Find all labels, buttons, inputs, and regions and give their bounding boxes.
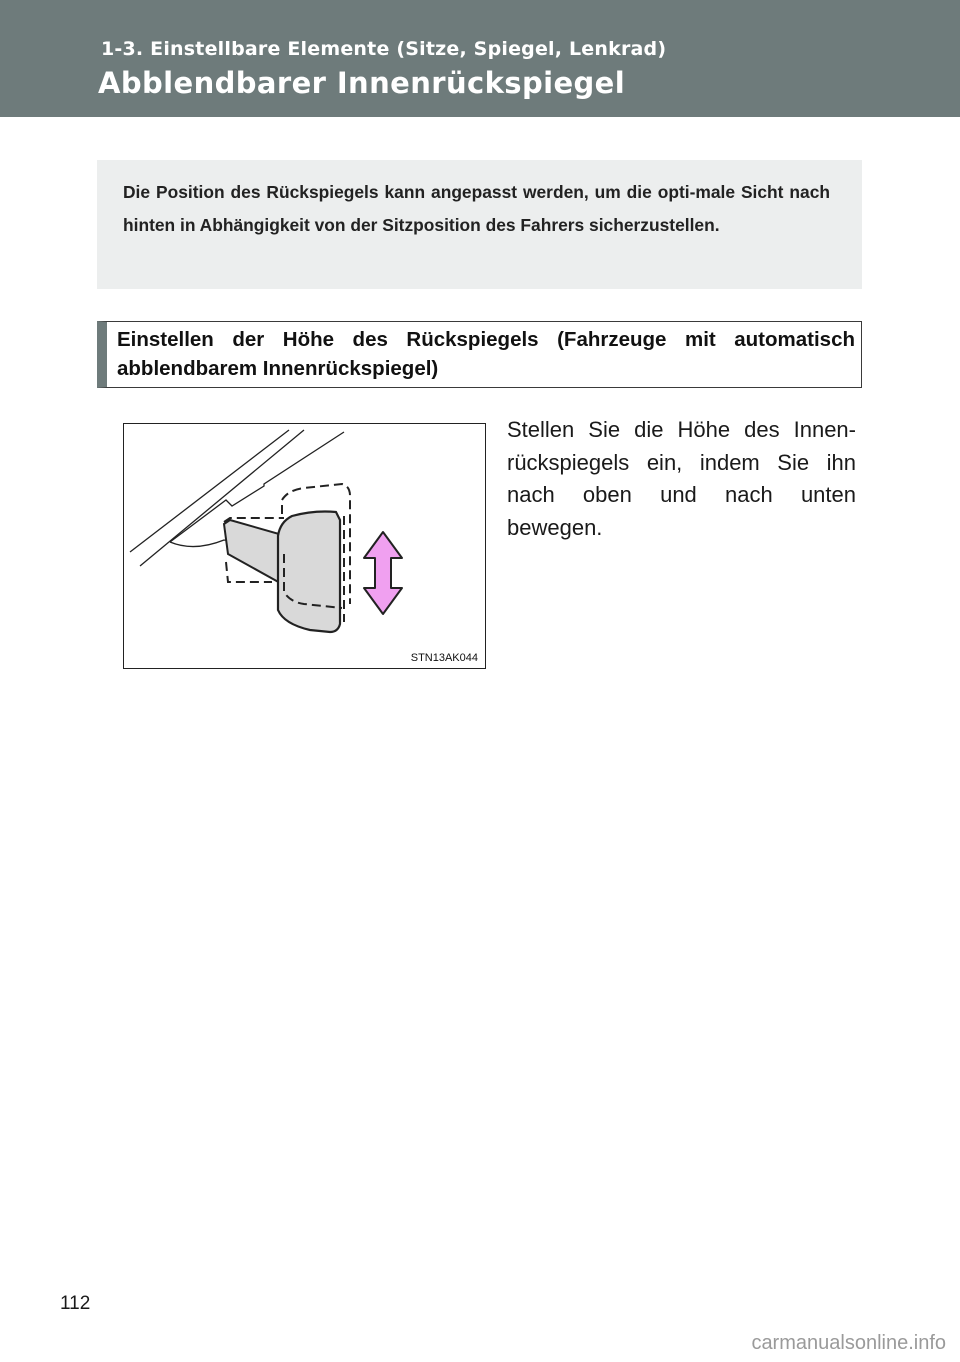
mirror-illustration bbox=[124, 424, 486, 669]
intro-box bbox=[97, 160, 862, 289]
up-down-arrow-icon bbox=[364, 532, 402, 614]
subsection-heading-box bbox=[97, 321, 862, 388]
header-band bbox=[0, 0, 960, 117]
mirror-body bbox=[278, 512, 340, 633]
subsection-heading: Einstellen der Höhe des Rückspiegels (Fahrzeuge mit automatisch abblendbarem Innenrückspiegel) bbox=[117, 328, 855, 380]
page-title: Abblendbarer Innenrückspiegel bbox=[98, 66, 626, 100]
watermark: carmanualsonline.info bbox=[751, 1332, 946, 1354]
page-number: 112 bbox=[60, 1293, 91, 1314]
figure-code: STN13AK044 bbox=[410, 652, 478, 664]
figure-mirror-adjustment bbox=[123, 423, 486, 669]
mirror-mount bbox=[224, 520, 286, 584]
section-title: 1-3. Einstellbare Elemente (Sitze, Spiegel, Lenkrad) bbox=[101, 38, 667, 60]
instruction-text: Stellen Sie die Höhe des Innen-rückspiegels ein, indem Sie ihn nach oben und nach unten bewegen. bbox=[507, 417, 856, 540]
intro-text: Die Position des Rückspiegels kann angepasst werden, um die opti-male Sicht nach hinten in Abhängigkeit von der Sitzposition des Fahrers sicherzustellen. bbox=[123, 182, 830, 235]
